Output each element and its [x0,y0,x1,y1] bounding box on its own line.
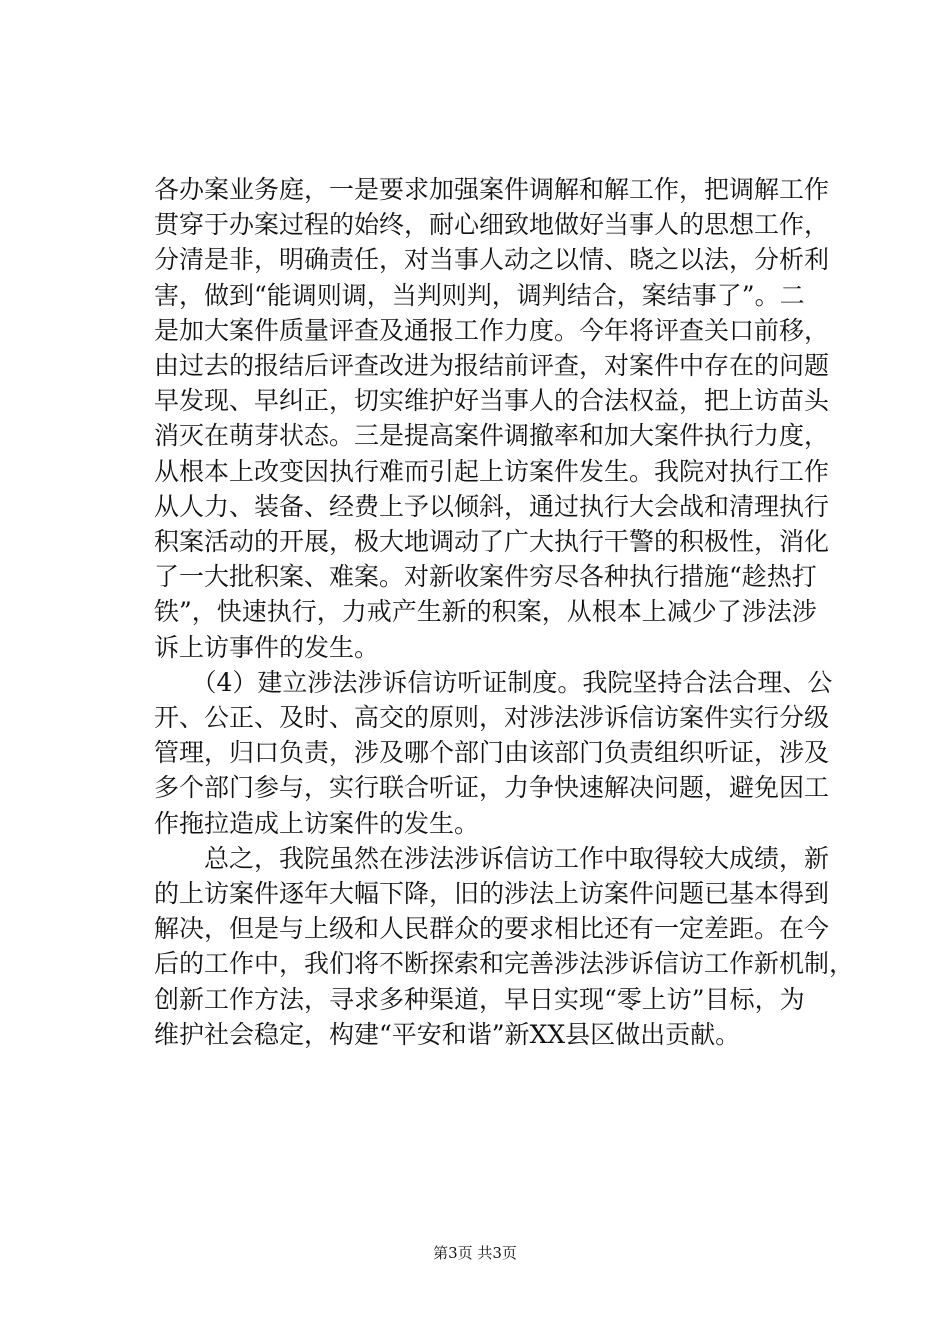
text-line: 的上访案件逐年大幅下降，旧的涉法上访案件问题已基本得到 [154,879,830,909]
text-line: 早发现、早纠正，切实维护好当事人的合法权益，把上访苗头 [154,386,830,416]
text-line: 作拖拉造成上访案件的发生。 [154,808,480,838]
text-line: 积案活动的开展，极大地调动了广大执行干警的积极性，消化 [154,527,830,557]
text-line: 开、公正、及时、高交的原则，对涉法涉诉信访案件实行分级 [154,703,830,733]
text-line: 贯穿于办案过程的始终，耐心细致地做好当事人的思想工作， [154,210,830,240]
text-line: 解决，但是与上级和人民群众的要求相比还有一定差距。在今 [154,914,830,944]
text-line: 管理，归口负责，涉及哪个部门由该部门负责组织听证，涉及 [154,738,830,768]
text-line: 维护社会稳定，构建“平安和谐”新XX县区做出贡献。 [154,1019,741,1049]
text-line: 是加大案件质量评查及通报工作力度。今年将评查关口前移， [154,315,830,345]
text-line: 消灭在萌芽状态。三是提高案件调撤率和加大案件执行力度， [154,421,830,451]
text-line: 害，做到“能调则调，当判则判，调判结合，案结事了”。二 [154,280,805,310]
paragraph [154,841,855,1052]
text-line: 分清是非，明确责任，对当事人动之以情、晓之以法，分析利 [154,245,830,275]
page-footer: 第3页 共3页 [433,1244,517,1262]
text-line: 总之，我院虽然在涉法涉诉信访工作中取得较大成绩，新 [154,843,830,873]
text-line: 多个部门参与，实行联合听证，力争快速解决问题，避免因工 [154,773,830,803]
text-line: 从根本上改变因执行难而引起上访案件发生。我院对执行工作 [154,456,830,486]
text-line: 创新工作方法，寻求多种渠道，早日实现“零上访”目标，为 [154,984,805,1014]
text-line: 后的工作中，我们将不断探索和完善涉法涉诉信访工作新机制， [154,949,855,979]
paragraph [154,665,833,841]
paragraph [154,172,830,665]
text-line: （4）建立涉法涉诉信访听证制度。我院坚持合法合理、公 [154,667,833,697]
text-line: 了一大批积案、难案。对新收案件穷尽各种执行措施“趁热打 [154,562,817,592]
text-line: 诉上访事件的发生。 [154,632,380,662]
text-line: 铁”，快速执行，力戒产生新的积案，从根本上减少了涉法涉 [154,597,817,627]
text-line: 从人力、装备、经费上予以倾斜，通过执行大会战和清理执行 [154,491,830,521]
document-body [154,172,855,1052]
text-line: 由过去的报结后评查改进为报结前评查，对案件中存在的问题 [154,351,830,381]
text-line: 各办案业务庭，一是要求加强案件调解和解工作，把调解工作 [154,175,830,204]
